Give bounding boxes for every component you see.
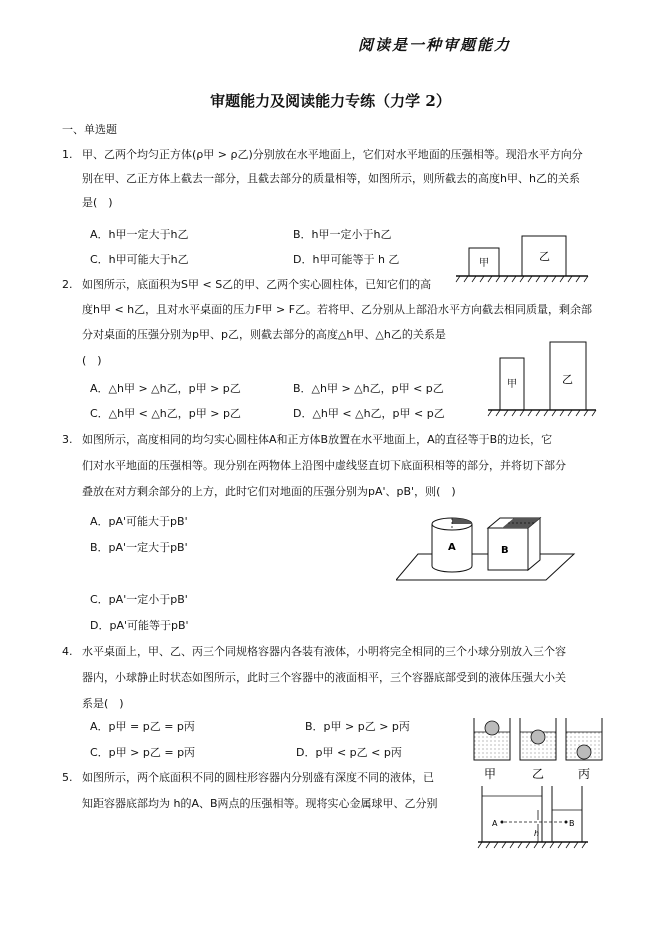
question-2-option-a[interactable]: A．△h甲 > △h乙，p甲 > p乙 [90, 382, 241, 395]
container-left [482, 786, 542, 842]
container-right [552, 786, 582, 842]
container-jia-label: 甲 [484, 767, 497, 781]
section-heading: 一、单选题 [62, 123, 117, 136]
question-1-option-c[interactable]: C．h甲可能大于h乙 [90, 253, 189, 266]
container-jia [474, 718, 510, 760]
question-5-figure [472, 784, 602, 850]
question-3-line: 叠放在对方剩余部分的上方，此时它们对地面的压强分别为pA'、pB'，则( ) [82, 485, 456, 498]
question-3-number: 3. [62, 433, 73, 446]
question-3-figure [396, 508, 601, 586]
question-4-option-b[interactable]: B．p甲 > p乙 > p丙 [305, 720, 410, 733]
point-b [565, 821, 568, 824]
cylinder-jia-label: 甲 [507, 379, 517, 390]
question-3-line: 们对水平地面的压强相等。现分别在两物体上沿图中虚线竖直切下底面积相等的部分，并将切下部分 [82, 459, 566, 472]
container-yi-label: 乙 [532, 767, 545, 781]
question-3-option-c[interactable]: C．pA'一定小于pB' [90, 593, 188, 606]
question-2-line: ( ) [82, 354, 102, 367]
question-4-number: 4. [62, 645, 73, 658]
container-bing [566, 718, 602, 760]
question-4-option-d[interactable]: D．p甲 < p乙 < p丙 [296, 746, 402, 759]
cube-b [488, 518, 540, 570]
point-a-label: A [492, 819, 498, 828]
question-2-option-d[interactable]: D．△h甲 < △h乙，p甲 < p乙 [293, 407, 445, 420]
question-3-option-b[interactable]: B．pA'一定大于pB' [90, 541, 188, 554]
question-3-option-d[interactable]: D．pA'可能等于pB' [90, 619, 189, 632]
question-3-line: 如图所示，高度相同的均匀实心圆柱体A和正方体B放置在水平地面上，A的直径等于B的边长，它 [82, 433, 553, 446]
question-1-line: 甲、乙两个均匀正方体(ρ甲 > ρ乙)分别放在水平地面上，它们对水平地面的压强相等。现沿水平方向分 [82, 148, 583, 161]
question-5-line: 知距容器底部均为 h的A、B两点的压强相等。现将实心金属球甲、乙分别 [82, 797, 438, 810]
question-2-line: 如图所示，底面积为S甲 < S乙的甲、乙两个实心圆柱体，已知它们的高 [82, 278, 432, 291]
question-2-figure [484, 338, 598, 418]
question-1-option-b[interactable]: B．h甲一定小于h乙 [293, 228, 392, 241]
cylinder-yi-label: 乙 [562, 373, 573, 386]
page-title: 审题能力及阅读能力专练（力学 2） [210, 92, 451, 110]
question-2-option-c[interactable]: C．△h甲 < △h乙，p甲 > p乙 [90, 407, 241, 420]
ground-plane [396, 554, 574, 580]
point-b-label: B [569, 819, 575, 828]
cube-jia-label: 甲 [479, 258, 489, 269]
question-2-line: 分对桌面的压强分别为p甲、p乙，则截去部分的高度△h甲、△h乙的关系是 [82, 328, 446, 341]
question-5-line: 如图所示，两个底面积不同的圆柱形容器内分别盛有深度不同的液体，已 [82, 771, 434, 784]
question-4-option-c[interactable]: C．p甲 > p乙 = p丙 [90, 746, 196, 759]
question-1-line: 是( ) [82, 196, 113, 209]
point-a [501, 821, 504, 824]
question-4-line: 器内，小球静止时状态如图所示，此时三个容器中的液面相平，三个容器底部受到的液体压强大小关 [82, 671, 566, 684]
question-2-number: 2. [62, 278, 73, 291]
question-2-line: 度h甲 < h乙，且对水平桌面的压力F甲 > F乙。若将甲、乙分别从上部沿水平方向截去相同质量，剩余部 [82, 303, 593, 316]
question-5-number: 5. [62, 771, 73, 784]
container-yi [520, 718, 556, 760]
question-1-option-d[interactable]: D．h甲可能等于 h 乙 [293, 253, 400, 266]
question-4-option-a[interactable]: A．p甲 = p乙 = p丙 [90, 720, 195, 733]
cube-b-label: B [501, 545, 509, 556]
header-slogan: 阅读是一种审题能力 [358, 36, 512, 54]
ball-yi [531, 730, 545, 744]
ball-jia [485, 721, 499, 735]
question-1-line: 别在甲、乙正方体上截去一部分，且截去部分的质量相等，如图所示，则所截去的高度h甲、h乙的关系 [82, 172, 580, 185]
container-bing-label: 丙 [578, 767, 591, 781]
ball-bing [577, 745, 591, 759]
question-4-line: 水平桌面上，甲、乙、丙三个同规格容器内各装有液体，小明将完全相同的三个小球分别放入三个容 [82, 645, 566, 658]
cube-yi-label: 乙 [539, 250, 550, 263]
question-3-option-a[interactable]: A．pA'可能大于pB' [90, 515, 188, 528]
question-1-number: 1. [62, 148, 73, 161]
table-hatch [488, 410, 596, 416]
question-4-line: 系是( ) [82, 697, 124, 710]
question-2-option-b[interactable]: B．△h甲 > △h乙，p甲 < p乙 [293, 382, 444, 395]
cylinder-a-label: A [448, 542, 456, 553]
question-1-option-a[interactable]: A．h甲一定大于h乙 [90, 228, 189, 241]
ground-hatch [478, 842, 586, 848]
question-4-figure [462, 712, 606, 782]
height-label: h [534, 829, 540, 838]
